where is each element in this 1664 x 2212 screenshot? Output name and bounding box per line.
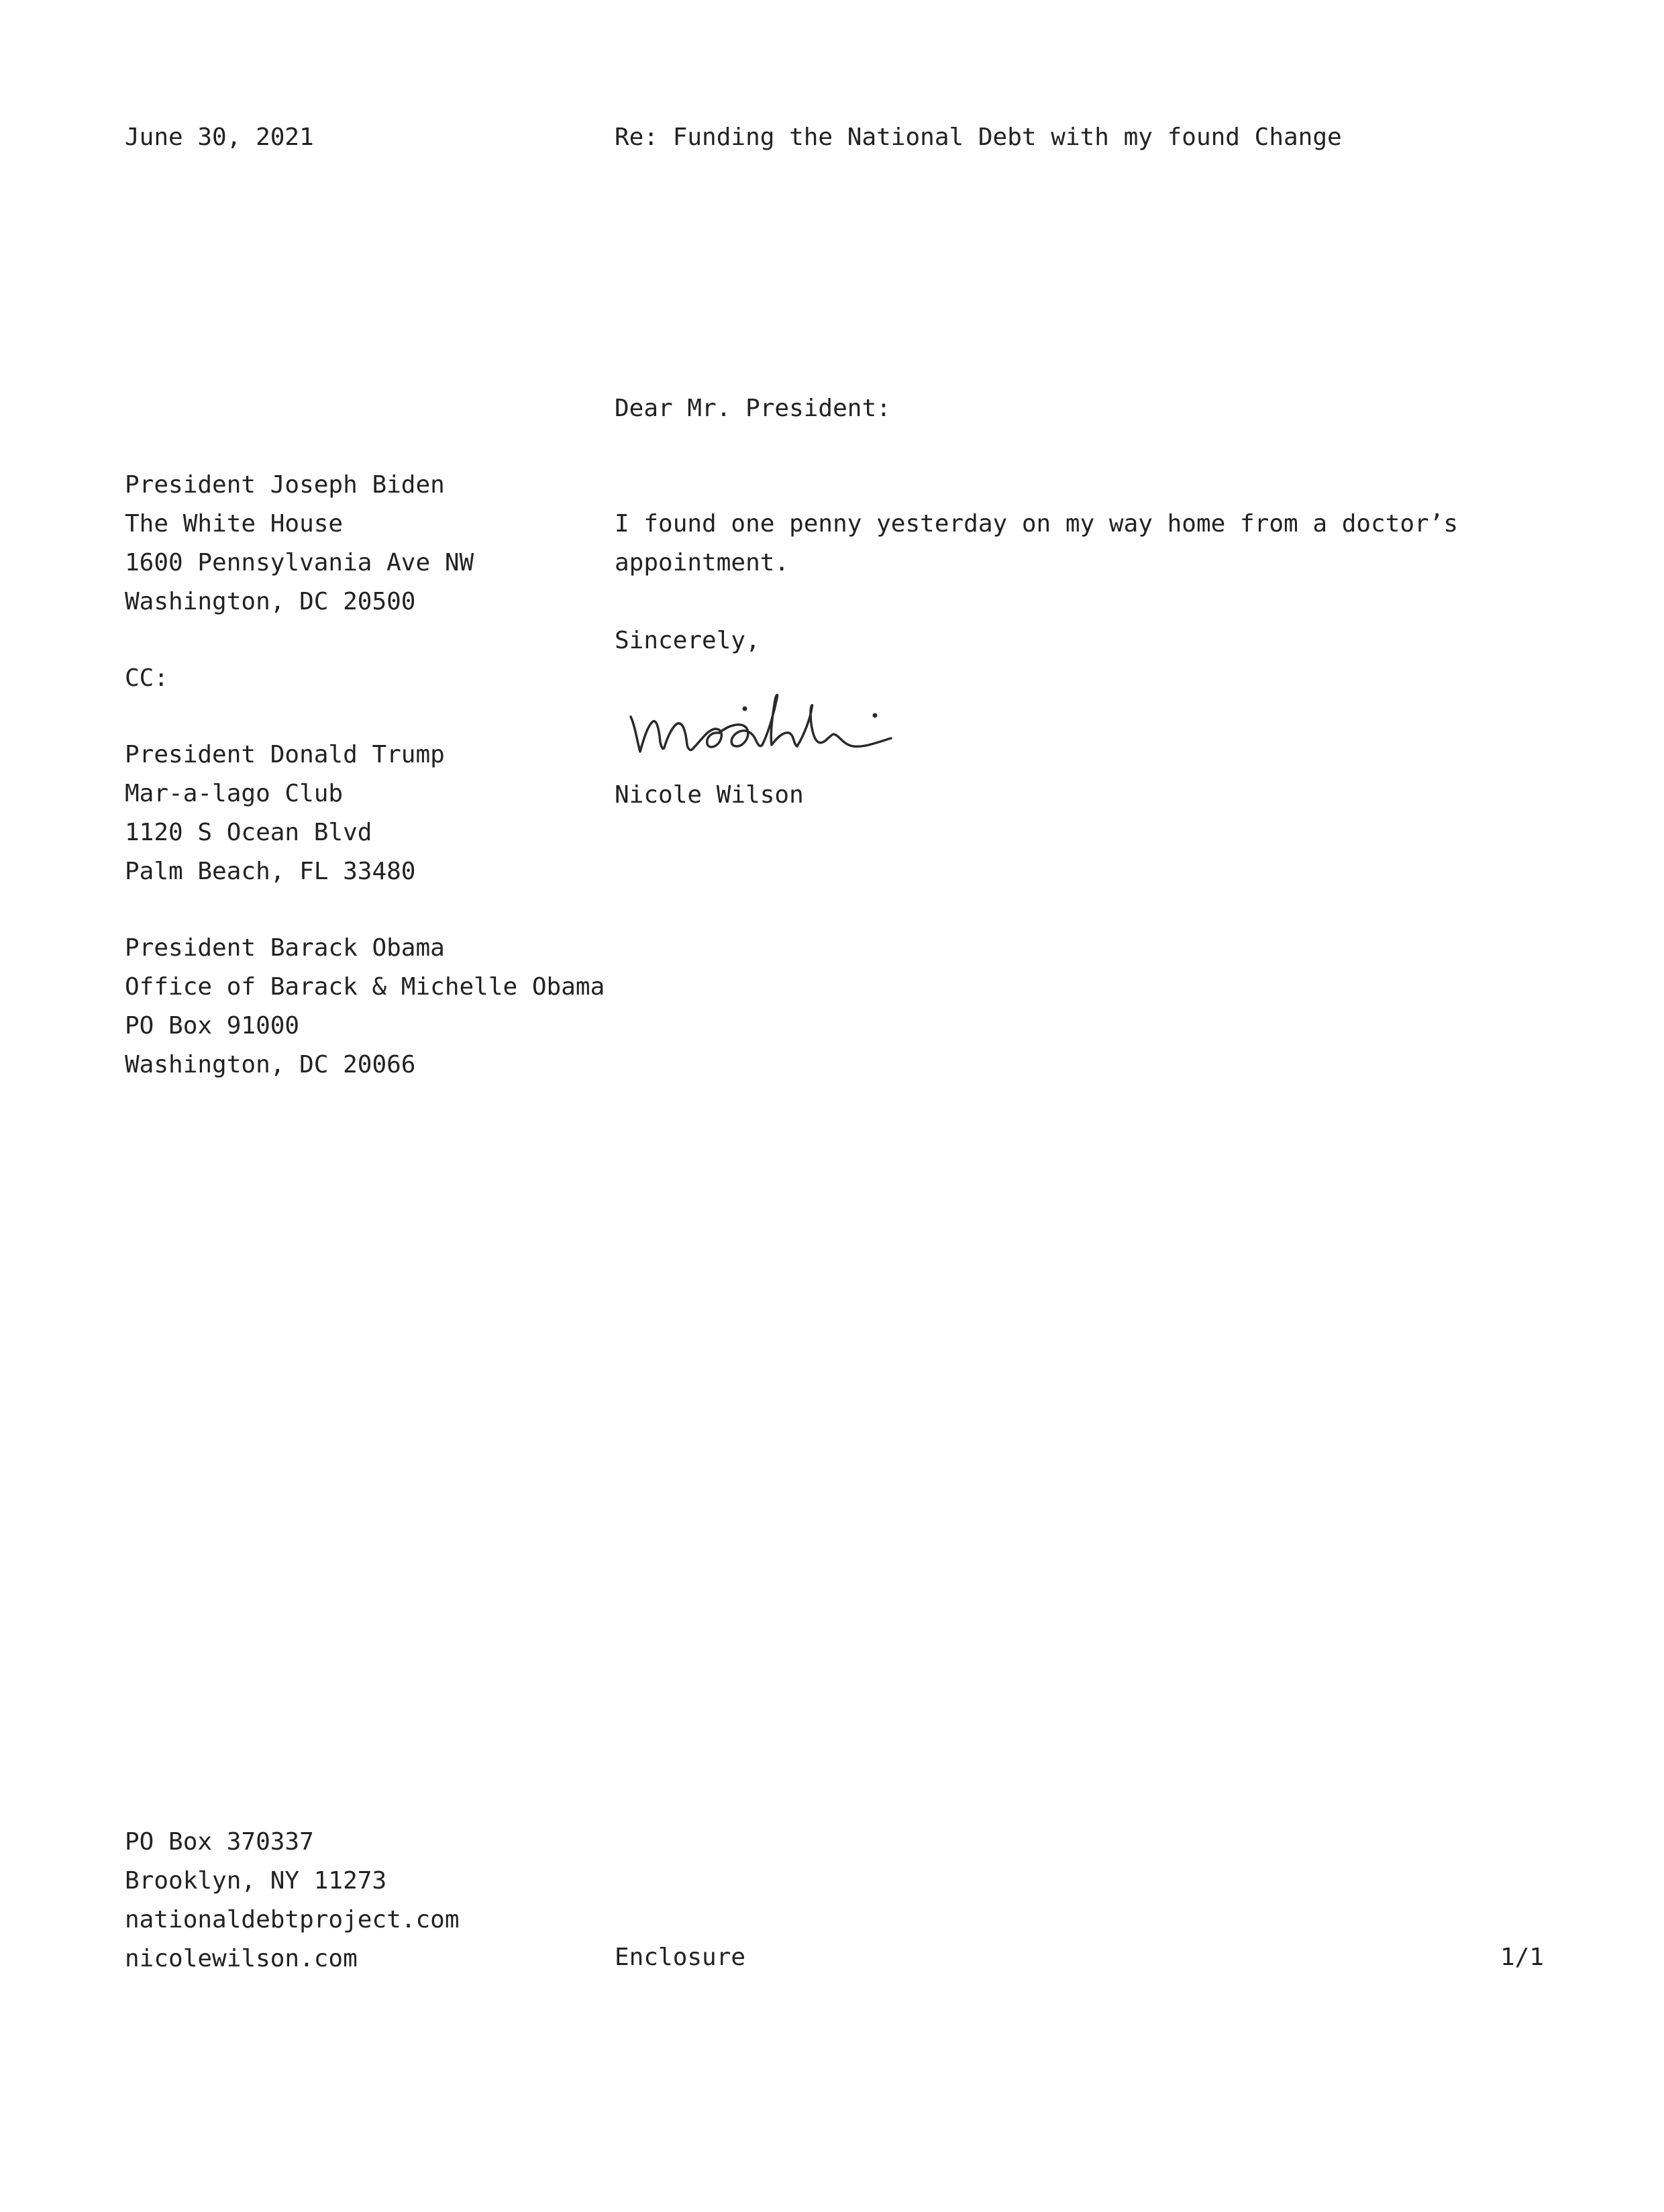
footer-website: nicolewilson.com xyxy=(125,1945,358,1972)
recipient-address xyxy=(125,466,474,621)
closing: Sincerely, xyxy=(615,627,760,654)
handwritten-signature-icon xyxy=(628,678,943,765)
body-line: I found one penny yesterday on my way home from a doctor’s xyxy=(615,510,1459,538)
letter-date: June 30, 2021 xyxy=(125,123,314,151)
footer-address-line: PO Box 370337 xyxy=(125,1828,314,1856)
recipient-address-line: The White House xyxy=(125,510,344,538)
cc-recipient-address xyxy=(125,929,605,1085)
page-number: 1/1 xyxy=(1500,1944,1545,1971)
salutation: Dear Mr. President: xyxy=(615,395,891,422)
footer-website: nationaldebtproject.com xyxy=(125,1906,460,1933)
cc-address-line: President Barack Obama xyxy=(125,934,445,962)
footer-address-line: Brooklyn, NY 11273 xyxy=(125,1867,387,1895)
cc-address-line: Palm Beach, FL 33480 xyxy=(125,858,416,885)
recipient-address-line: 1600 Pennsylvania Ave NW xyxy=(125,549,474,576)
cc-address-line: Washington, DC 20066 xyxy=(125,1051,416,1078)
sender-name: Nicole Wilson xyxy=(615,781,804,809)
cc-recipient-address xyxy=(125,736,445,891)
signature xyxy=(628,678,943,765)
cc-label: CC: xyxy=(125,664,169,692)
enclosure-note: Enclosure xyxy=(615,1944,746,1971)
cc-address-line: Mar-a-lago Club xyxy=(125,780,344,807)
cc-address-line: President Donald Trump xyxy=(125,741,445,768)
body-line: appointment. xyxy=(615,549,790,576)
cc-address-line: Office of Barack & Michelle Obama xyxy=(125,973,605,1001)
letter-body xyxy=(615,505,1458,583)
cc-address-line: 1120 S Ocean Blvd xyxy=(125,819,372,846)
footer-address xyxy=(125,1823,460,1978)
recipient-address-line: President Joseph Biden xyxy=(125,471,445,499)
letter-subject: Re: Funding the National Debt with my found Change xyxy=(615,123,1342,151)
cc-address-line: PO Box 91000 xyxy=(125,1012,300,1040)
recipient-address-line: Washington, DC 20500 xyxy=(125,588,416,615)
